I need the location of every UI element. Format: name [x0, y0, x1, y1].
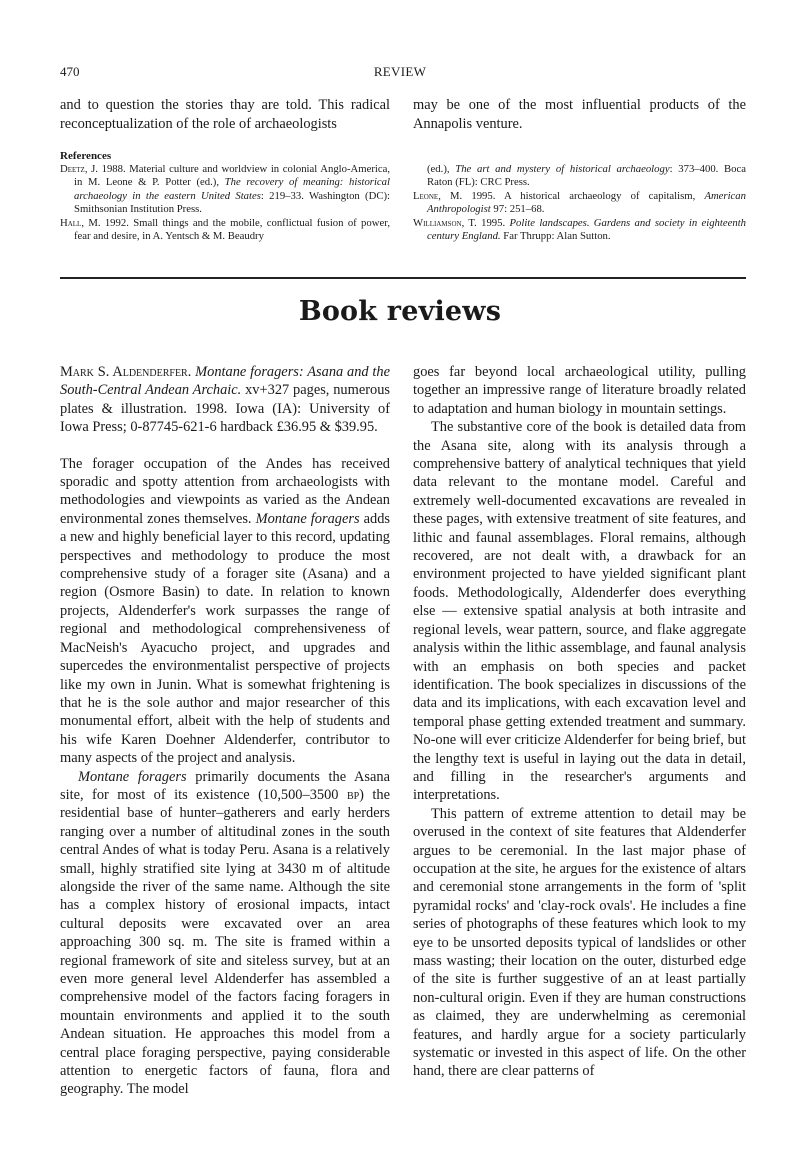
review-citation: Mark S. Aldenderfer. Montane foragers: Asana and the South-Central Andean Archaic. xv+327 pages, numerous plates & illustration. 1998. Iowa (IA): University of Iowa Press; 0-87745-621-6 hardback £36.95 & $39.95. — [60, 364, 391, 436]
reference-item: Hall, M. 1992. Small things and the mobile, conflictual fusion of power, fear and desire, in A. Yentsch & M. Beaudry — [60, 216, 390, 243]
running-title: REVIEW — [373, 64, 427, 79]
continuation-right: may be one of the most influential products of the Annapolis venture. — [413, 97, 746, 132]
review-left-column — [60, 363, 390, 1099]
section-divider — [60, 277, 746, 279]
review-right-column — [413, 363, 746, 1081]
references-right — [413, 163, 746, 243]
paragraph: Montane foragers primarily documents the Asana site, for most of its existence (10,500–3500 bp) the residential base of hunter–gatherers and early herders ranging over a number of altitudinal zones in the south central Andes of what is today Peru. Asana is a relatively small, highly stratified site lying at 3430 m of altitude alongside the river of the same name. Although the site has a complex history of erosional impacts, intact cultural deposits were excavated over an area approaching 300 sq. m. The site is framed within a regional framework of site and siteless survey, but at an even more general level Aldenderfer has assembled a comprehensive model of the factors facing foragers in mountain environments and applied it to the south Andean situation. He approaches this model from a central place foraging perspective, paying considerable attention to energetic factors of fauna, flora and geography. The model — [60, 768, 390, 1098]
reference-item: Williamson, T. 1995. Polite landscapes. Gardens and society in eighteenth century England. Far Thrupp: Alan Sutton. — [413, 216, 747, 243]
paragraph: goes far beyond local archaeological utility, pulling together an impressive range of literature broadly related to adaptation and human biology in mountain settings. — [413, 364, 746, 417]
page-number: 470 — [60, 64, 80, 79]
references-left — [60, 163, 390, 243]
paragraph: The substantive core of the book is detailed data from the Asana site, along with its analysis through a comprehensive battery of analytical techniques that yield data relevant to the montane model. Careful and extremely well-documented excavations are revealed in these pages, with extensive treatment of site features, and lithic and faunal assemblages. Floral remains, although recovered, are not dealt with, a drawback for an environment projected to have yielded significant plant foods. Methodologically, Aldenderfer does everything else — extensive spatial analysis at both intrasite and regional levels, wear pattern, source, and flake aggregate analysis within the lithic assemblage, and faunal analysis with an emphasis on both species and packet identification. The book specializes in discussions of the data and its implications, with each excavation level and temporal phase getting extended treatment and summary. No-one will ever criticize Aldenderfer for being brief, but the lengthy text is useful in laying out the data in detail, and filling in the researcher's arguments and interpretations. — [413, 419, 746, 804]
paragraph: This pattern of extreme attention to detail may be overused in the context of site features that Aldenderfer argues to be ceremonial. In the last major phase of occupation at the site, he argues for the existence of altars and ceremonial stone arrangements in the form of 'split pyramidal rocks' and 'clay-rock ovals'. He includes a fine series of photographs of these features which look to my eye to be unsorted deposits typical of landslides or other mass wasting; their location on the outer, disturbed edge of the site is further suggestive of an at least partially non-cultural origin. Even if they are human constructions as claimed, they are underwhelming as ceremonial features, and hardly argue for a society particularly systematic or invested in this aspect of life. On the other hand, there are clear patterns of — [413, 805, 746, 1080]
paragraph: The forager occupation of the Andes has received sporadic and spotty attention from archaeologists with methodologies and viewpoints as varied as the Andean environmental zones themselves. Montane foragers adds a new and highly beneficial layer to this record, updating perspectives and methodology to produce the most comprehensive study of a forager site (Asana) and a region (Osmore Basin) to date. In relation to known projects, Aldenderfer's work surpasses the range of regional and methodological comprehensiveness of MacNeish's Ayacucho project, and upgrades and supercedes the environmentalist perspective of projects like my own in Junin. What is somewhat frightening is that he is the sole author and major researcher of this monumental effort, albeit with the help of students and his wife Karen Doehner Aldenderfer, contributor to many aspects of the project and analysis. — [60, 455, 390, 767]
section-title: Book reviews — [298, 296, 502, 327]
reference-item-continued: (ed.), The art and mystery of historical archaeology: 373–400. Boca Raton (FL): CRC Press. — [427, 163, 746, 189]
reference-item: Deetz, J. 1988. Material culture and worldview in colonial Anglo-America, in M. Leone & P. Potter (ed.), The recovery of meaning: historical archaeology in the eastern United States: 219–33. Washington (DC): Smithsonian Institution Press. — [60, 163, 391, 216]
reference-item: Leone, M. 1995. A historical archaeology of capitalism, American Anthropologist 97: 251–68. — [413, 189, 746, 216]
continuation-left: and to question the stories thay are told. This radical reconceptualization of the role of archaeologists — [60, 97, 390, 132]
page-header — [0, 64, 800, 82]
references-heading: References — [60, 150, 112, 162]
